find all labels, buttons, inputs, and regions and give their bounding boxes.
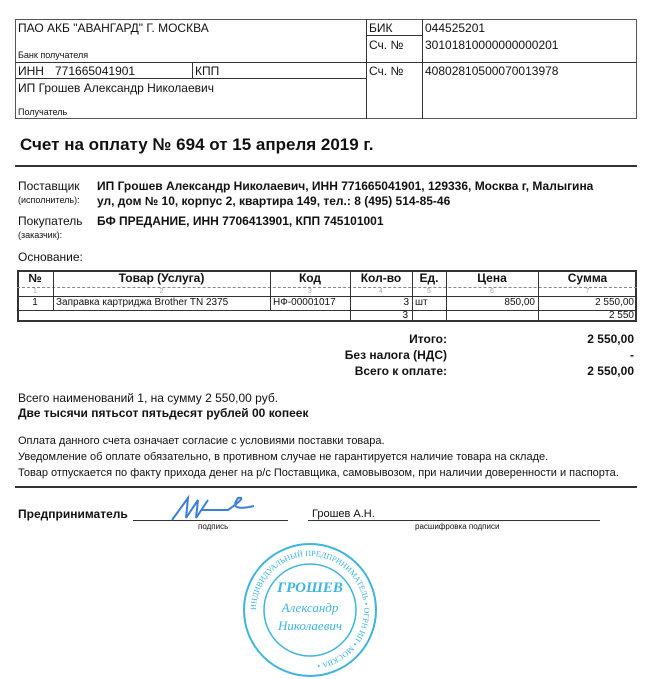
total-label-2: Всего к оплате: <box>354 364 447 378</box>
bik-label: БИК <box>369 21 393 35</box>
svg-text:ГРОШЕВ: ГРОШЕВ <box>277 580 343 596</box>
svg-text:Александр: Александр <box>281 600 339 615</box>
col-number-num: 1 <box>33 288 37 295</box>
signer-name: Грошев А.Н. <box>312 508 375 520</box>
total-value-2: 2 550,00 <box>587 364 634 378</box>
bank-name: ПАО АКБ "АВАНГАРД" Г. МОСКВА <box>18 21 209 35</box>
corr-account-label: Сч. № <box>369 38 404 52</box>
supplier-label: Поставщик <box>18 179 80 193</box>
cell-sum: 2 550,00 <box>595 297 634 308</box>
signature-label: подпись <box>198 522 229 531</box>
col-number-price: 6 <box>490 288 494 295</box>
col-header-sum: Сумма <box>567 271 608 285</box>
col-header-unit: Ед. <box>419 271 439 285</box>
svg-text:ИНДИВИДУАЛЬНЫЙ ПРЕДПРИНИМАТЕЛЬ: ИНДИВИДУАЛЬНЫЙ ПРЕДПРИНИМАТЕЛЬ • ОГРН ИП • МОСКВА • <box>248 548 372 671</box>
cell-product: Заправка картриджа Brother TN 2375 <box>56 297 229 308</box>
col-header-price: Цена <box>477 271 507 285</box>
company-stamp <box>240 540 380 679</box>
note-3: Товар отпускается по факту прихода денег на р/с Поставщика, самовывозом, при наличии доверенности и паспорта. <box>18 467 619 479</box>
bik-value: 044525201 <box>425 21 486 35</box>
account-value: 40802810500070013978 <box>425 64 559 78</box>
total-value-1: - <box>630 348 634 362</box>
col-number-product: 2 <box>159 288 164 295</box>
basis-label: Основание: <box>18 250 83 264</box>
note-2: Уведомление об оплате обязательно, в противном случае не гарантируется наличие товара на складе. <box>18 451 549 463</box>
cell-price: 850,00 <box>504 297 535 308</box>
cell-num: 1 <box>32 297 38 308</box>
total-label-0: Итого: <box>409 332 447 346</box>
col-header-qty: Кол-во <box>360 271 402 285</box>
supplier-line2: ул, дом № 10, корпус 2, квартира 149, тел.: 8 (495) 514-85-46 <box>97 194 451 208</box>
buyer-label: Покупатель <box>18 214 83 228</box>
col-number-sum: 7 <box>585 288 590 295</box>
col-number-unit: 5 <box>427 288 431 295</box>
supplier-sublabel: (исполнитель): <box>18 195 80 205</box>
col-header-product: Товар (Услуга) <box>118 271 205 285</box>
buyer-value: БФ ПРЕДАНИЕ, ИНН 7706413901, КПП 745101001 <box>97 214 384 228</box>
total-qty: 3 <box>402 310 408 321</box>
total-value-0: 2 550,00 <box>587 332 634 346</box>
total-sum: 2 550 <box>608 310 634 321</box>
handwritten-signature <box>168 492 258 526</box>
invoice-title: Счет на оплату № 694 от 15 апреля 2019 г. <box>20 135 374 154</box>
cell-unit: шт <box>415 297 428 308</box>
signature-decoding-label: расшифровка подписи <box>415 522 500 531</box>
bank-label: Банк получателя <box>18 50 89 60</box>
cell-code: НФ-00001017 <box>273 297 336 308</box>
col-number-code: 3 <box>308 288 312 295</box>
total-label-1: Без налога (НДС) <box>344 348 447 362</box>
col-number-qty: 4 <box>379 288 383 295</box>
recipient-label: Получатель <box>18 107 68 117</box>
cell-qty: 3 <box>403 297 409 308</box>
recipient-name: ИП Грошев Александр Николаевич <box>18 81 214 95</box>
summary: Всего наименований 1, на сумму 2 550,00 руб. <box>18 391 279 405</box>
buyer-sublabel: (заказчик): <box>18 230 63 240</box>
col-header-num: № <box>28 271 42 285</box>
corr-account-value: 30101810000000000201 <box>425 38 559 52</box>
kpp-label: КПП <box>195 64 220 78</box>
note-1: Оплата данного счета означает согласие с условиями поставки товара. <box>18 435 385 447</box>
signer-role: Предприниматель <box>18 507 128 521</box>
amount-in-words: Две тысячи пятьсот пятьдесят рублей 00 копеек <box>18 406 309 420</box>
supplier-line1: ИП Грошев Александр Николаевич, ИНН 771665041901, 129336, Москва г, Малыгина <box>97 179 594 193</box>
col-header-code: Код <box>298 271 322 285</box>
inn-label: ИНН <box>18 64 44 78</box>
inn-value: 771665041901 <box>55 64 136 78</box>
account-label: Сч. № <box>369 64 404 78</box>
svg-text:Николаевич: Николаевич <box>277 618 343 633</box>
